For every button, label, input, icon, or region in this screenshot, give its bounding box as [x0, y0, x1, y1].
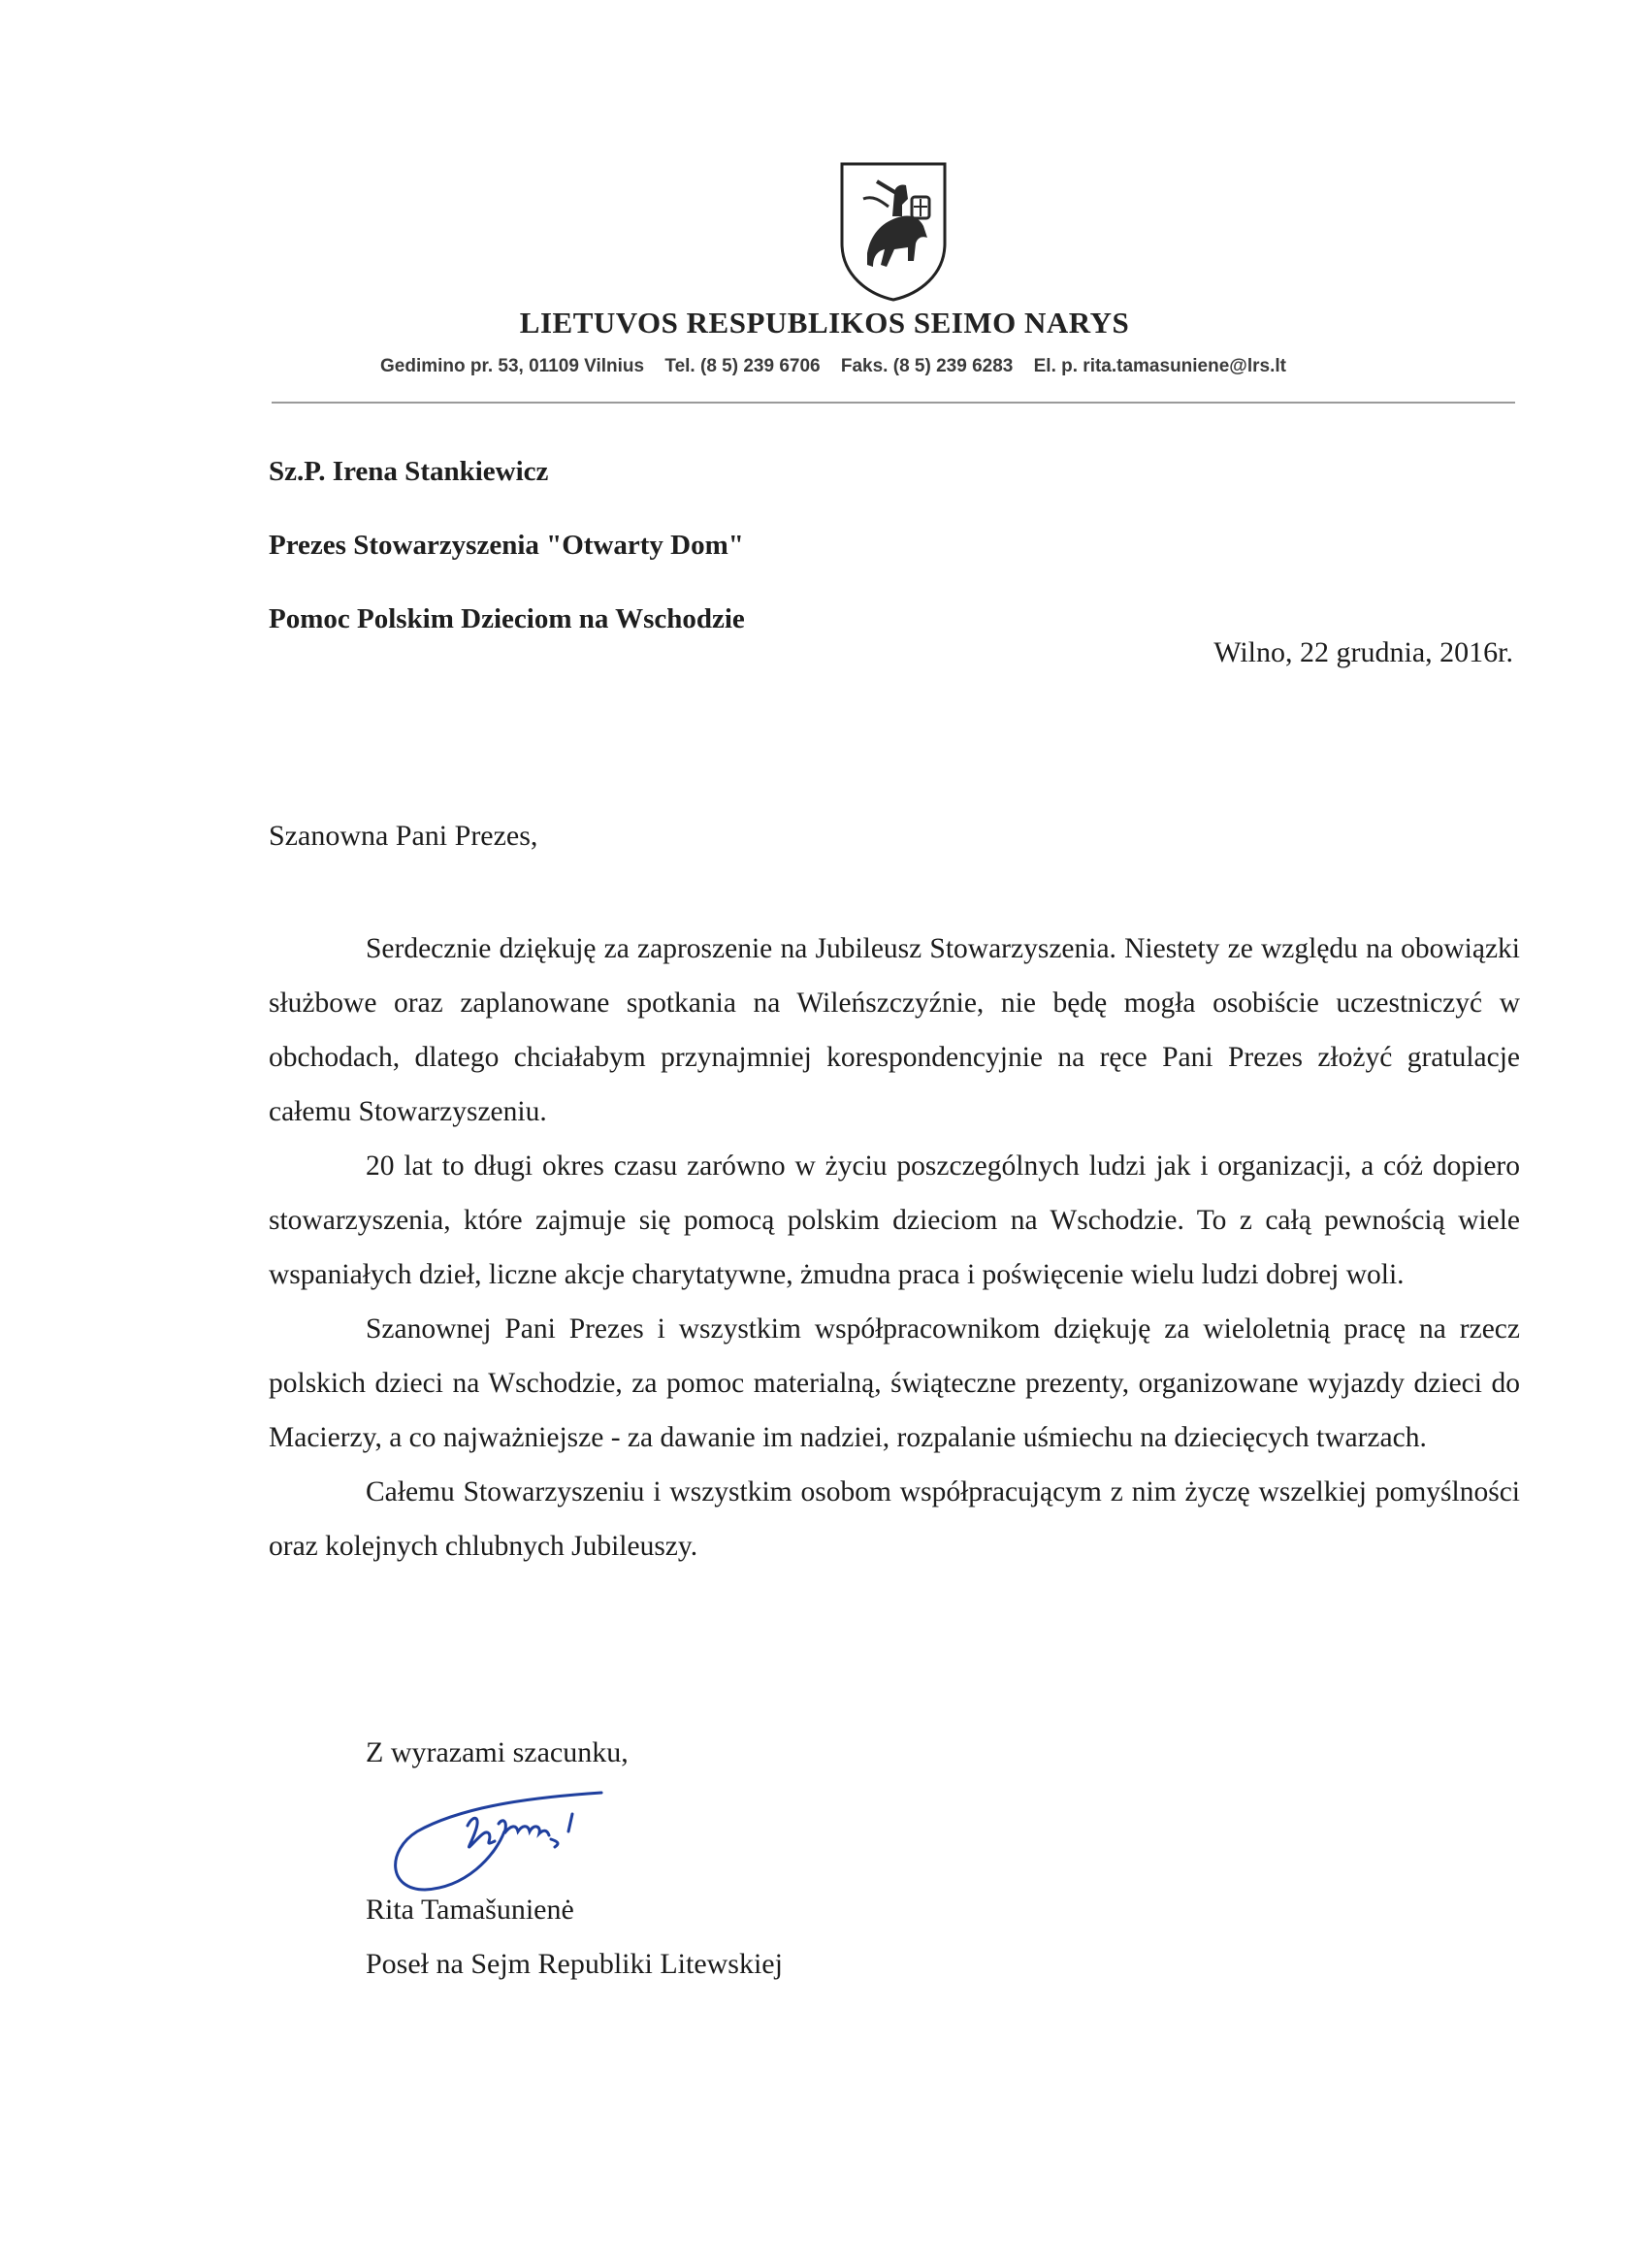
letterhead-address: Gedimino pr. 53, 01109 Vilnius: [380, 356, 645, 376]
body-paragraph: Serdecznie dziękuję za zaproszenie na Jubileusz Stowarzyszenia. Niestety ze względu na obowiązki służbowe oraz zaplanowane spotkania na Wileńszczyźnie, nie będę mogła osobiście uczestniczyć w obchodach, dlatego chciałabym przynajmniej korespondencyjnie na ręce Pani Prezes złożyć gratulacje całemu Stowarzyszeniu.: [269, 933, 1520, 1127]
letterhead-contact: [380, 356, 1408, 377]
vytis-coat-of-arms-icon: [838, 160, 949, 304]
signer-name: Rita Tamašunienė: [366, 1894, 574, 1926]
recipient-name: Sz.P. Irena Stankiewicz: [269, 456, 549, 487]
salutation: Szanowna Pani Prezes,: [269, 820, 538, 852]
letterhead-fax: Faks. (8 5) 239 6283: [840, 356, 1014, 376]
letter-date: Wilno, 22 grudnia, 2016r.: [1213, 636, 1513, 668]
handwritten-signature-icon: [378, 1775, 669, 1911]
header-divider: [272, 402, 1515, 404]
closing-phrase: Z wyrazami szacunku,: [366, 1736, 629, 1768]
letterhead-title: LIETUVOS RESPUBLIKOS SEIMO NARYS: [519, 306, 1130, 340]
letter-body: [269, 922, 1520, 1573]
body-paragraph: 20 lat to długi okres czasu zarówno w życiu poszczególnych ludzi jak i organizacji, a cóż dopiero stowarzyszenia, które zajmuje się pomocą polskim dzieciom na Wschodzie. To z całą pewnością wiele wspaniałych dzieł, liczne akcje charytatywne, żmudna praca i poświęcenie wielu ludzi dobrej woli.: [269, 1150, 1520, 1290]
signer-title: Poseł na Sejm Republiki Litewskiej: [366, 1948, 783, 1980]
recipient-organization: Pomoc Polskim Dzieciom na Wschodzie: [269, 603, 745, 634]
letterhead-email[interactable]: El. p. rita.tamasuniene@lrs.lt: [1033, 356, 1286, 376]
body-paragraph: Całemu Stowarzyszeniu i wszystkim osobom współpracującym z nim życzę wszelkiej pomyślności oraz kolejnych chlubnych Jubileuszy.: [269, 1476, 1520, 1562]
recipient-position: Prezes Stowarzyszenia "Otwarty Dom": [269, 530, 744, 561]
letterhead-phone: Tel. (8 5) 239 6706: [664, 356, 821, 376]
body-paragraph: Szanownej Pani Prezes i wszystkim współpracownikom dziękuję za wieloletnią pracę na rzecz polskich dzieci na Wschodzie, za pomoc materialną, świąteczne prezenty, organizowane wyjazdy dzieci do Macierzy, a co najważniejsze - za dawanie im nadziei, rozpalanie uśmiechu na dziecięcych twarzach.: [269, 1313, 1520, 1453]
